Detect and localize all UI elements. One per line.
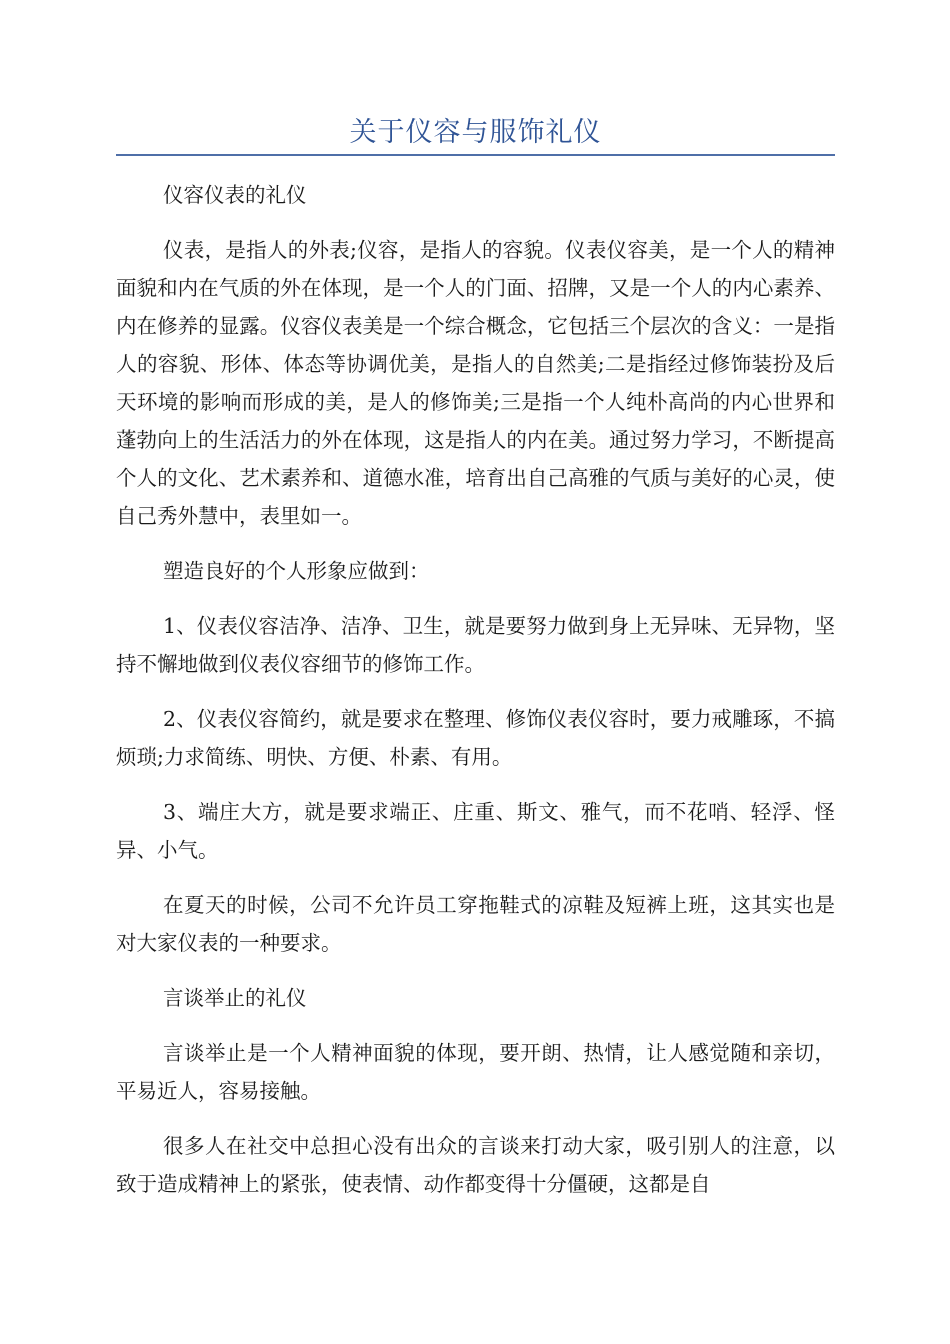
paragraph-speech-definition: 言谈举止是一个人精神面貌的体现，要开朗、热情，让人感觉随和亲切，平易近人，容易接触。: [116, 1041, 835, 1103]
section-heading-speech: 言谈举止的礼仪: [163, 986, 307, 1010]
document-page: [116, 112, 835, 1220]
list-item-3: 3、端庄大方，就是要求端正、庄重、斯文、雅气，而不花哨、轻浮、怪异、小气。: [116, 800, 835, 862]
title-underline: [116, 154, 835, 156]
paragraph-summer-rule: 在夏天的时候，公司不允许员工穿拖鞋式的凉鞋及短裤上班，这其实也是对大家仪表的一种要求。: [116, 893, 835, 955]
document-title: 关于仪容与服饰礼仪: [349, 117, 602, 148]
paragraph-social-nervousness: 很多人在社交中总担心没有出众的言谈来打动大家，吸引别人的注意，以致于造成精神上的紧张，使表情、动作都变得十分僵硬，这都是自: [116, 1134, 835, 1196]
section-heading-appearance: 仪容仪表的礼仪: [163, 183, 307, 207]
list-item-2: 2、仪表仪容简约，就是要求在整理、修饰仪表仪容时，要力戒雕琢，不搞烦琐;力求简练、明快、方便、朴素、有用。: [116, 707, 835, 769]
paragraph-appearance-definition: 仪表，是指人的外表;仪容，是指人的容貌。仪表仪容美，是一个人的精神面貌和内在气质的外在体现，是一个人的门面、招牌，又是一个人的内心素养、内在修养的显露。仪容仪表美是一个综合概念，它包括三个层次的含义：一是指人的容貌、形体、体态等协调优美，是指人的自然美;二是指经过修饰装扮及后天环境的影响而形成的美，是人的修饰美;三是指一个人纯朴高尚的内心世界和蓬勃向上的生活活力的外在体现，这是指人的内在美。通过努力学习，不断提高个人的文化、艺术素养和、道德水准，培育出自己高雅的气质与美好的心灵，使自己秀外慧中，表里如一。: [116, 238, 835, 528]
list-item-1: 1、仪表仪容洁净、洁净、卫生，就是要努力做到身上无异味、无异物，坚持不懈地做到仪表仪容细节的修饰工作。: [116, 614, 835, 676]
paragraph-image-intro: 塑造良好的个人形象应做到：: [163, 559, 430, 583]
